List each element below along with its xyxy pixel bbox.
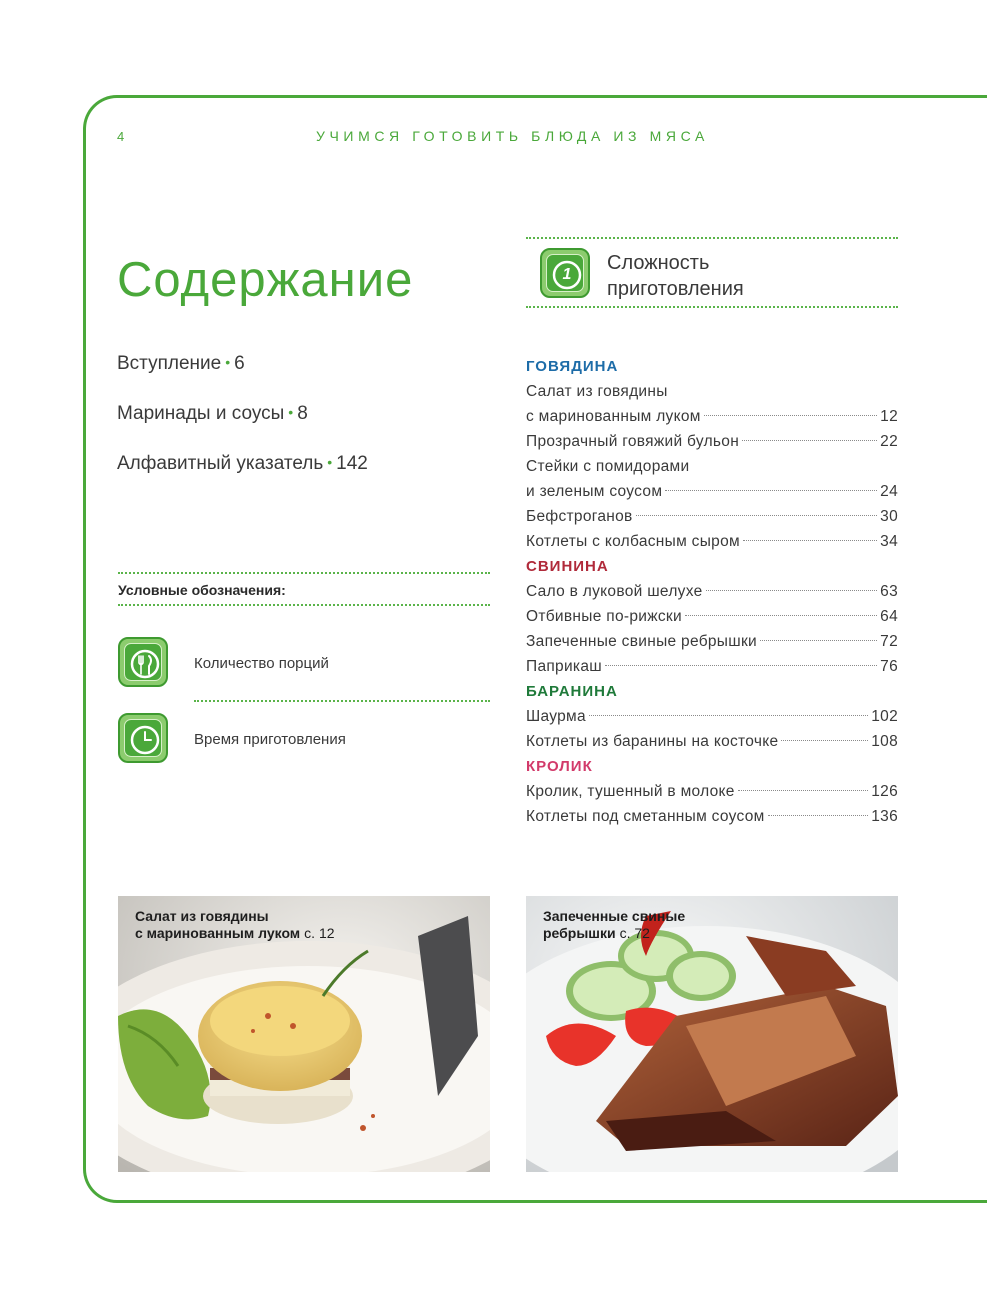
fork-knife-icon [118,637,168,687]
legend-label-time: Время приготовления [194,731,346,748]
list-item[interactable] [526,779,898,804]
category-lamb: БАРАНИНА [526,683,618,700]
recipe-page: 12 [880,408,898,425]
dot-leader [704,415,877,416]
photo-caption [135,908,335,942]
dot-leader [589,715,868,716]
dot-leader [768,815,869,816]
difficulty-label [607,250,744,302]
list-item[interactable] [526,504,898,529]
recipe-title: Кролик, тушенный в молоке [526,783,735,800]
list-item[interactable] [526,629,898,654]
recipe-page: 22 [880,433,898,450]
list-item[interactable] [526,404,898,429]
toc-entry-label: Маринады и соусы [117,403,285,424]
recipe-title: Стейки с помидорами [526,458,690,475]
recipe-title: Котлеты под сметанным соусом [526,808,765,825]
recipe-page: 24 [880,483,898,500]
list-item[interactable] [526,704,898,729]
list-item[interactable] [526,729,898,754]
category-beef: ГОВЯДИНА [526,358,619,375]
recipe-page: 34 [880,533,898,550]
legend-label-servings: Количество порций [194,655,329,672]
toc-entry-marinades[interactable] [117,403,308,425]
toc-entry-label: Вступление [117,353,222,374]
dot-leader [605,665,877,666]
list-item[interactable] [526,379,898,404]
recipe-title: Прозрачный говяжий бульон [526,433,740,450]
recipe-title: Салат из говядины [526,383,668,400]
category-pork: СВИНИНА [526,558,609,575]
recipe-title: Отбивные по-рижски [526,608,682,625]
list-item[interactable] [526,654,898,679]
dot-leader [760,640,877,641]
recipe-page: 76 [880,658,898,675]
photo-caption-line1: Салат из говядины [135,908,269,924]
toc-entry-page: 142 [336,453,368,474]
recipe-title: и зеленым соусом [526,483,663,500]
dot-leader [706,590,878,591]
recipe-title: Паприкаш [526,658,603,675]
difficulty-badge-number: 1 [562,266,572,283]
list-item[interactable] [526,579,898,604]
page-title: Содержание [117,253,414,307]
recipe-page: 108 [871,733,898,750]
photo-beef-salad [118,896,490,1172]
running-head: УЧИМСЯ ГОТОВИТЬ БЛЮДА ИЗ МЯСА [316,128,709,144]
list-item[interactable] [526,454,898,479]
dot-leader [781,740,868,741]
recipe-title: Котлеты с колбасным сыром [526,533,740,550]
dot-leader [742,440,877,441]
recipe-title: Котлеты из баранины на косточке [526,733,779,750]
recipe-page: 30 [880,508,898,525]
bullet-dot: • [225,354,231,370]
clock-icon [118,713,168,763]
recipe-title: с маринованным луком [526,408,701,425]
dot-leader [665,490,877,491]
recipe-title: Бефстроганов [526,508,633,525]
toc-entry-label: Алфавитный указатель [117,453,324,474]
toc-entry-page: 6 [234,353,245,374]
recipe-page: 64 [880,608,898,625]
difficulty-label-line2: приготовления [607,278,744,300]
divider [118,604,490,606]
list-item[interactable] [526,604,898,629]
toc-entry-page: 8 [297,403,308,424]
photo-caption-line2: с маринованным луком [135,925,301,941]
list-item[interactable] [526,529,898,554]
photo-caption [543,908,685,942]
recipe-page: 126 [871,783,898,800]
recipe-page: 136 [871,808,898,825]
category-rabbit: КРОЛИК [526,758,593,775]
recipe-page: 72 [880,633,898,650]
bullet-dot: • [327,454,333,470]
list-item[interactable] [526,804,898,829]
divider [526,306,898,308]
dot-leader [685,615,877,616]
difficulty-label-line1: Сложность [607,252,710,274]
recipe-title: Шаурма [526,708,586,725]
divider [118,572,490,574]
photo-page-ref: с. 72 [619,925,650,941]
difficulty-badge-icon [540,248,590,298]
recipe-page: 63 [880,583,898,600]
photo-page-ref: с. 12 [304,925,335,941]
divider [194,700,490,702]
recipe-title: Сало в луковой шелухе [526,583,703,600]
dot-leader [636,515,878,516]
divider [526,237,898,239]
recipe-list [526,354,898,829]
dot-leader [743,540,877,541]
photo-caption-line1: Запеченные свиные [543,908,686,924]
list-item[interactable] [526,429,898,454]
photo-caption-line2: ребрышки [543,925,616,941]
recipe-page: 102 [871,708,898,725]
photo-pork-ribs [526,896,898,1172]
recipe-title: Запеченные свиные ребрышки [526,633,758,650]
dot-leader [738,790,869,791]
legend-heading: Условные обозначения: [118,582,286,598]
bullet-dot: • [288,404,294,420]
page-number: 4 [117,129,125,144]
toc-entry-intro[interactable] [117,353,245,375]
list-item[interactable] [526,479,898,504]
toc-entry-index[interactable] [117,453,368,475]
